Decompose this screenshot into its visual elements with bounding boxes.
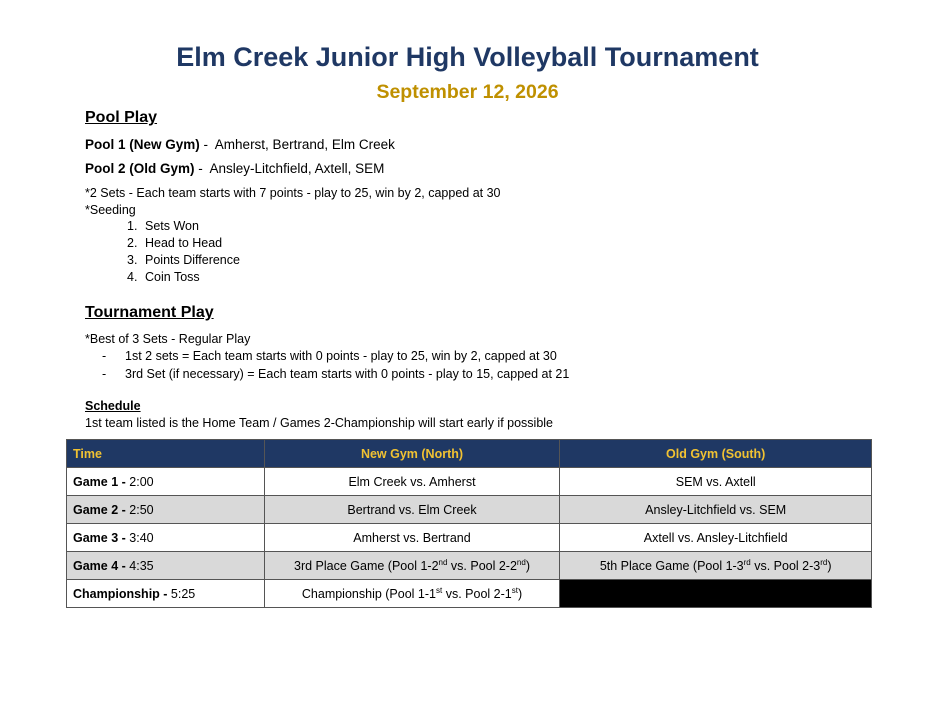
pool-1-line xyxy=(85,137,395,152)
table-row xyxy=(67,552,872,580)
table-row xyxy=(67,496,872,524)
time-cell: Game 1 - 2:00 xyxy=(67,468,265,496)
seeding-label: *Seeding xyxy=(85,203,136,217)
pool-2-label: Pool 2 (Old Gym) xyxy=(85,161,195,176)
tournament-details-list xyxy=(102,347,569,383)
time-cell: Game 4 - 4:35 xyxy=(67,552,265,580)
list-item: 1. Sets Won xyxy=(127,219,199,233)
list-item: - 3rd Set (if necessary) = Each team starts with 0 points - play to 15, capped at 21 xyxy=(102,367,570,381)
table-header-row xyxy=(67,440,872,468)
list-item: - 1st 2 sets = Each team starts with 0 points - play to 25, win by 2, capped at 30 xyxy=(102,349,557,363)
time-cell: Game 2 - 2:50 xyxy=(67,496,265,524)
pool-2-teams: Ansley-Litchfield, Axtell, SEM xyxy=(209,161,385,176)
new-gym-cell: 3rd Place Game (Pool 1-2nd vs. Pool 2-2nd) xyxy=(264,552,560,580)
pool-play-rules: *2 Sets - Each team starts with 7 points - play to 25, win by 2, capped at 30 xyxy=(85,186,501,200)
new-gym-cell: Championship (Pool 1-1st vs. Pool 2-1st) xyxy=(264,580,560,608)
seeding-list xyxy=(127,218,240,286)
old-gym-cell: Axtell vs. Ansley-Litchfield xyxy=(560,524,872,552)
time-cell: Game 3 - 3:40 xyxy=(67,524,265,552)
old-gym-cell: SEM vs. Axtell xyxy=(560,468,872,496)
table-row xyxy=(67,468,872,496)
tournament-play-rules: *Best of 3 Sets - Regular Play xyxy=(85,332,251,346)
blacked-out-cell xyxy=(560,580,872,608)
schedule-note: 1st team listed is the Home Team / Games 2-Championship will start early if possible xyxy=(85,416,554,430)
schedule-table xyxy=(66,439,872,608)
page-title: Elm Creek Junior High Volleyball Tournament xyxy=(176,42,759,72)
pool-1-teams: Amherst, Bertrand, Elm Creek xyxy=(214,137,395,152)
list-item: 2. Head to Head xyxy=(127,236,223,250)
pool-1-separator: - xyxy=(199,137,215,152)
pool-play-heading: Pool Play xyxy=(85,109,158,126)
old-gym-cell: Ansley-Litchfield vs. SEM xyxy=(560,496,872,524)
old-gym-cell: 5th Place Game (Pool 1-3rd vs. Pool 2-3rd) xyxy=(560,552,872,580)
column-header-new-gym: New Gym (North) xyxy=(264,440,560,468)
column-header-old-gym: Old Gym (South) xyxy=(560,440,872,468)
pool-2-line xyxy=(85,161,384,176)
new-gym-cell: Amherst vs. Bertrand xyxy=(264,524,560,552)
tournament-play-heading: Tournament Play xyxy=(85,304,214,321)
table-row xyxy=(67,524,872,552)
list-item: 4. Coin Toss xyxy=(127,270,200,284)
pool-2-separator: - xyxy=(194,161,210,176)
pool-1-label: Pool 1 (New Gym) xyxy=(85,137,200,152)
schedule-heading: Schedule xyxy=(85,399,141,413)
table-row xyxy=(67,580,872,608)
column-header-time: Time xyxy=(67,440,265,468)
list-item: 3. Points Difference xyxy=(127,253,240,267)
time-cell: Championship - 5:25 xyxy=(67,580,265,608)
page-subtitle-date: September 12, 2026 xyxy=(376,81,559,103)
new-gym-cell: Bertrand vs. Elm Creek xyxy=(264,496,560,524)
new-gym-cell: Elm Creek vs. Amherst xyxy=(264,468,560,496)
